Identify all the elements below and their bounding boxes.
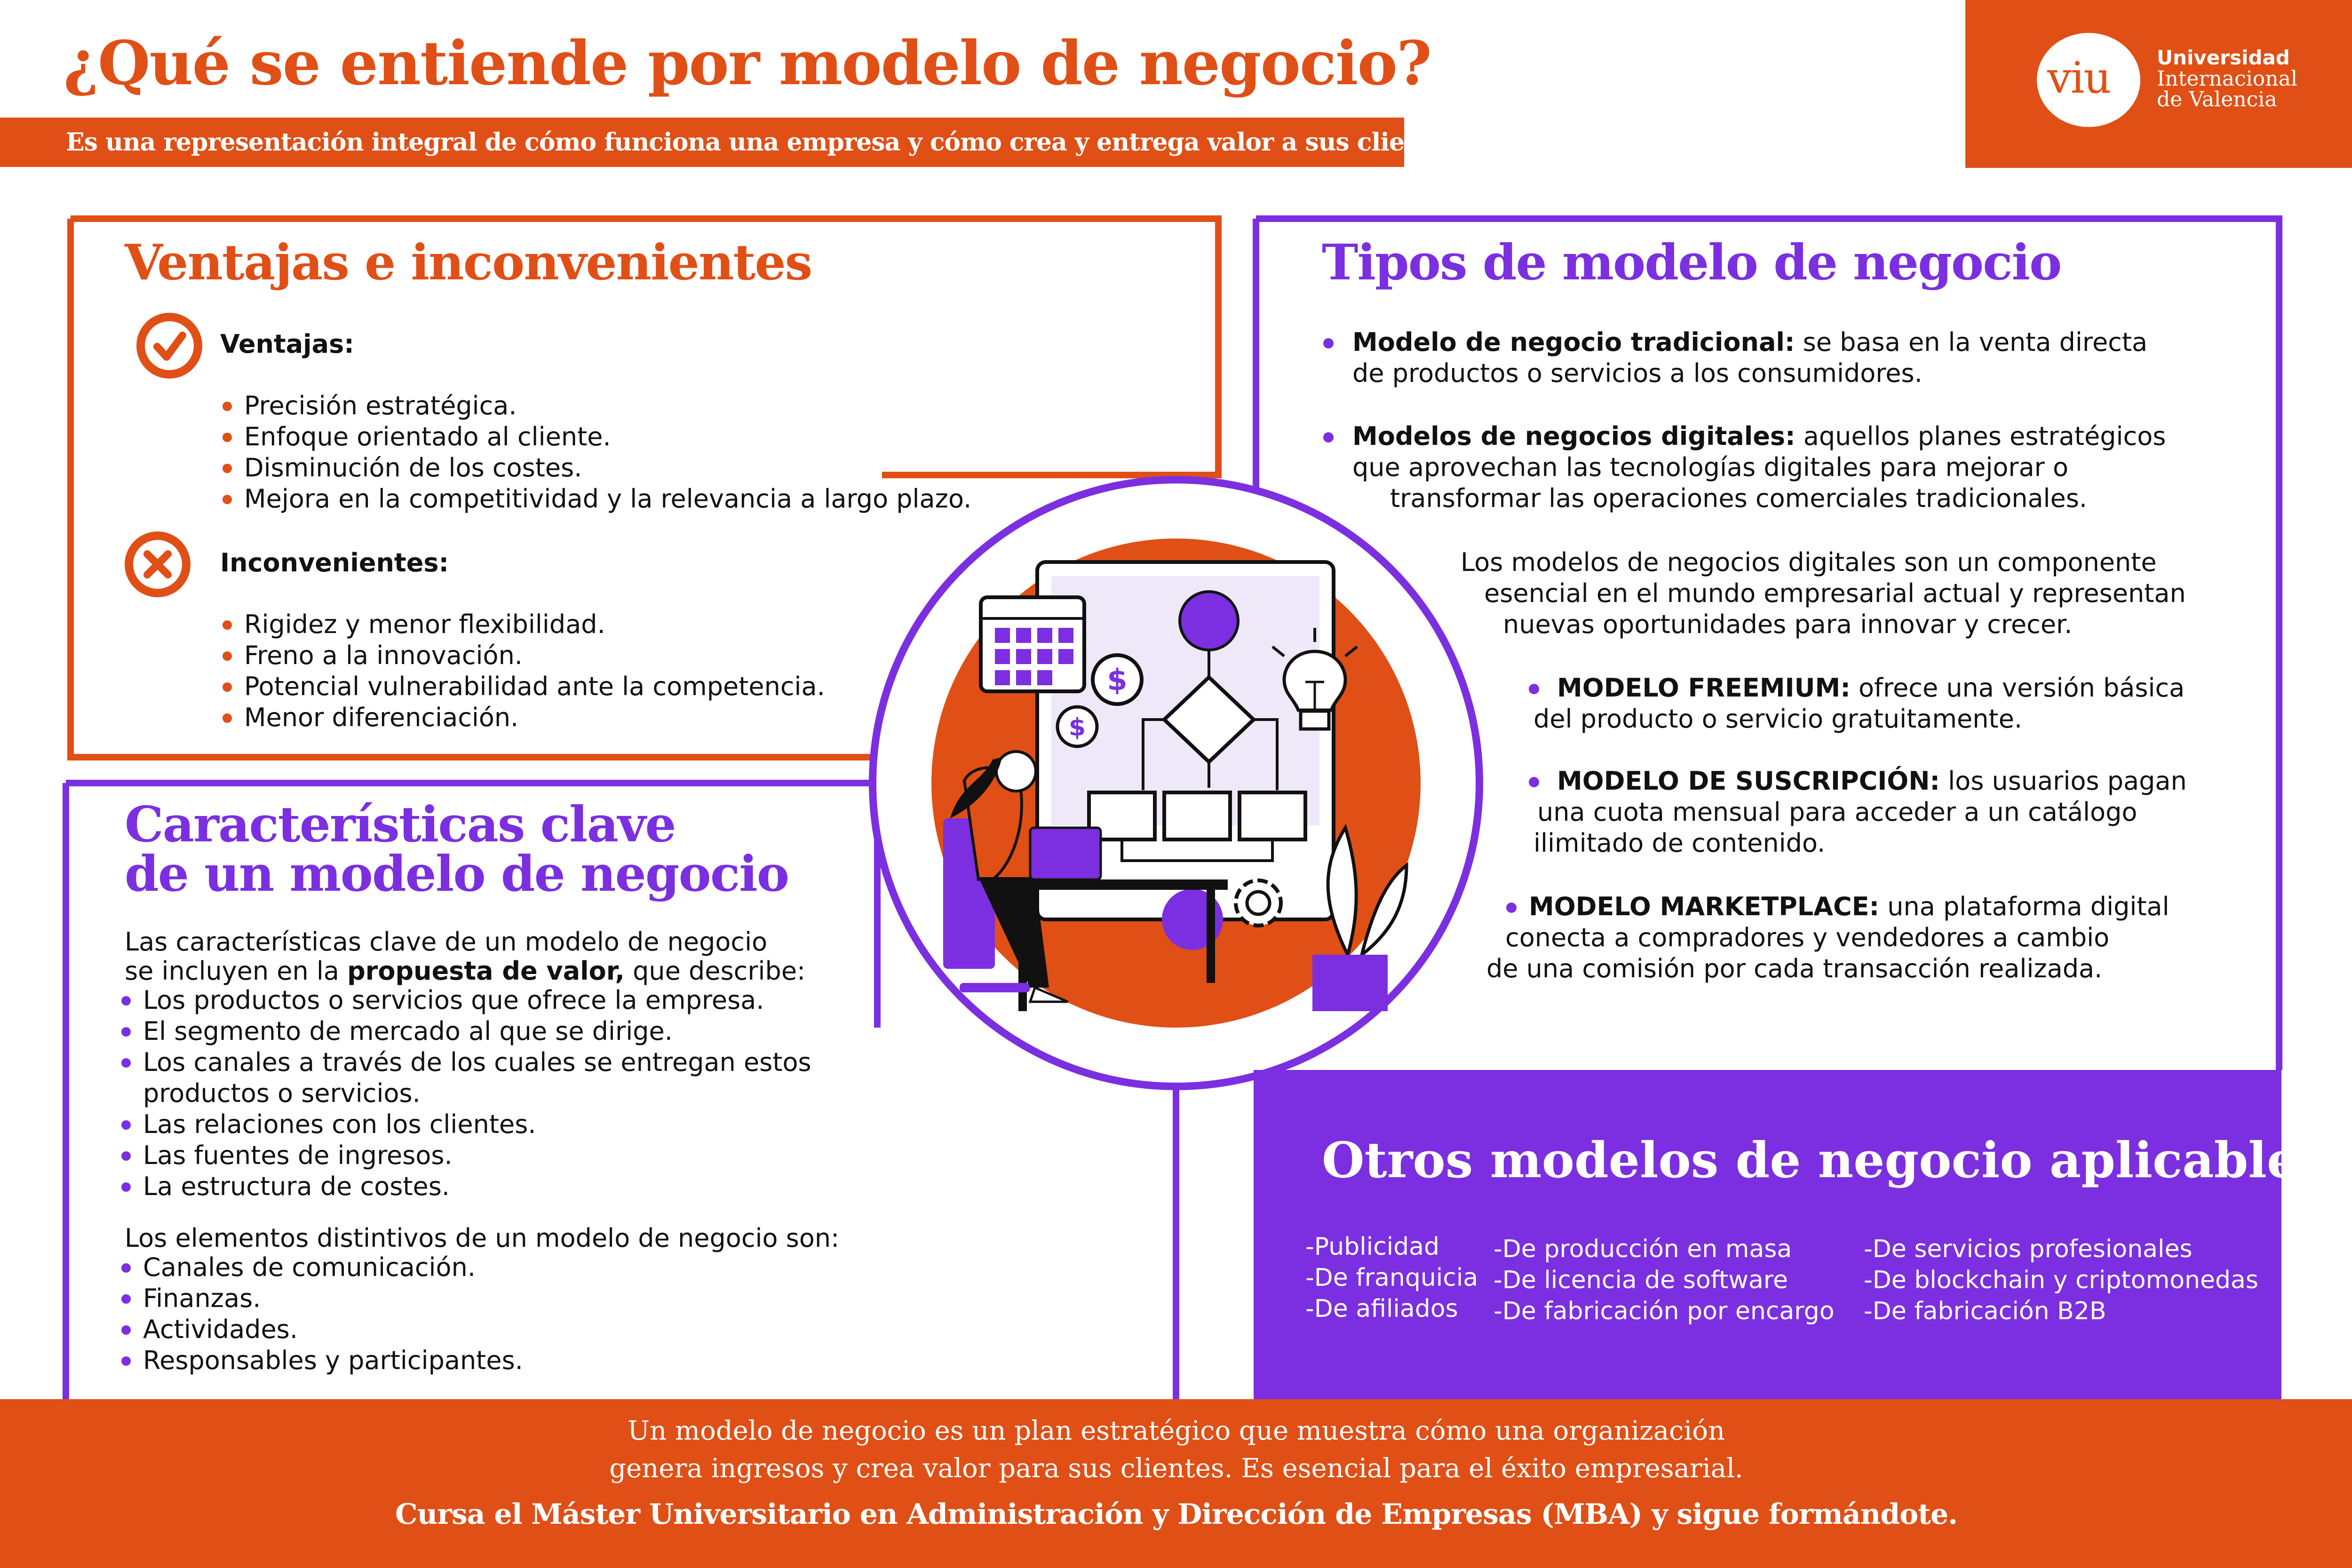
otros-column-3	[1864, 1234, 2258, 1327]
svg-text:$: $	[1107, 663, 1128, 697]
list-item-continuation: productos o servicios.	[143, 1078, 421, 1108]
footer-line-1: Un modelo de negocio es un plan estratégico que muestra cómo una organización	[627, 1416, 1725, 1446]
list-item: Precisión estratégica.	[219, 390, 971, 421]
tipo-digital: Modelos de negocios digitales: aquellos planes estratégicos que aprovechan las tecnologías digitales para mejorar o transformar las operaciones comerciales tradicionales.	[1352, 421, 2166, 514]
check-icon	[136, 313, 202, 379]
ventajas-title: Ventajas e inconvenientes	[125, 233, 812, 291]
svg-text:$: $	[1068, 713, 1086, 742]
list-item: Canales de comunicación.	[118, 1252, 523, 1283]
list-item: Menor diferenciación.	[219, 702, 825, 733]
list-item: Potencial vulnerabilidad ante la competencia.	[219, 671, 825, 702]
modelo-freemium: MODELO FREEMIUM: ofrece una versión básica del producto o servicio gratuitamente.	[1534, 673, 2185, 735]
bullet-dot	[1506, 903, 1517, 913]
logo-line-3: de Valencia	[2157, 87, 2277, 111]
bullet-dot	[1323, 338, 1334, 348]
modelo-suscripcion: MODELO DE SUSCRIPCIÓN: los usuarios pagan una cuota mensual para acceder a un catálogo ilimitado de contenido.	[1534, 766, 2187, 859]
dollar-coin-icon	[1093, 655, 1142, 704]
otros-column-2	[1494, 1234, 1835, 1327]
gear-icon	[1236, 880, 1281, 926]
list-item: El segmento de mercado al que se dirige.	[118, 1016, 811, 1047]
list-item: -De servicios profesionales	[1864, 1235, 2193, 1263]
cross-icon	[125, 531, 191, 597]
bullet-dot	[1529, 777, 1539, 787]
bullet-dot	[1529, 684, 1539, 694]
logo-mark: viu	[2047, 53, 2111, 103]
list-item: -Publicidad	[1305, 1233, 1439, 1261]
dollar-coin-small-icon	[1057, 707, 1097, 746]
list-item: Los productos o servicios que ofrece la empresa.	[118, 985, 811, 1016]
list-item: La estructura de costes.	[118, 1171, 811, 1202]
ventajas-list	[219, 390, 971, 515]
flow-box-3	[1240, 792, 1305, 839]
caracteristicas-intro-line-2: se incluyen en la propuesta de valor, que describe:	[125, 956, 806, 986]
footer-line-2: genera ingresos y crea valor para sus clientes. Es esencial para el éxito empresarial.	[609, 1453, 1743, 1484]
tipos-title: Tipos de modelo de negocio	[1322, 233, 2061, 291]
business-model-illustration	[908, 517, 1444, 1053]
digital-para-line-3: nuevas oportunidades para innovar y crecer.	[1503, 610, 2073, 639]
list-item: Enfoque orientado al cliente.	[219, 421, 971, 452]
caracteristicas-list	[118, 985, 811, 1202]
list-item: -De fabricación por encargo	[1494, 1297, 1835, 1325]
page-subtitle: Es una representación integral de cómo funciona una empresa y cómo crea y entrega valor a sus clientes.	[66, 128, 1469, 157]
footer-cta: Cursa el Máster Universitario en Administración y Dirección de Empresas (MBA) y sigue formándote.	[395, 1498, 1957, 1531]
page-title: ¿Qué se entiende por modelo de negocio?	[64, 28, 1431, 99]
otros-title: Otros modelos de negocio aplicables	[1322, 1131, 2326, 1189]
digital-para-line-1: Los modelos de negocios digitales son un componente	[1461, 547, 2157, 577]
ventajas-label: Ventajas:	[220, 329, 354, 359]
list-item: Mejora en la competitividad y la relevancia a largo plazo.	[219, 483, 971, 515]
list-item: Las fuentes de ingresos.	[118, 1140, 811, 1171]
logo-line-1: Universidad	[2157, 46, 2290, 69]
elementos-intro: Los elementos distintivos de un modelo de negocio son:	[125, 1223, 840, 1253]
otros-column-1	[1305, 1231, 1478, 1324]
digital-para-line-2: esencial en el mundo empresarial actual y representan	[1484, 578, 2186, 608]
flow-box-2	[1164, 792, 1230, 839]
inconvenientes-label: Inconvenientes:	[220, 548, 449, 578]
list-item: -De licencia de software	[1494, 1266, 1788, 1294]
flow-start-node	[1180, 592, 1238, 650]
caracteristicas-title-line-1: Características clave	[125, 795, 675, 853]
list-item: -De afiliados	[1305, 1295, 1458, 1323]
list-item: Finanzas.	[118, 1283, 523, 1314]
propuesta-de-valor-emphasis: propuesta de valor,	[347, 956, 625, 986]
inconvenientes-list	[219, 609, 825, 733]
list-item: Responsables y participantes.	[118, 1345, 523, 1376]
list-item: -De fabricación B2B	[1864, 1297, 2106, 1325]
bullet-dot	[1323, 432, 1334, 443]
list-item: -De producción en masa	[1494, 1235, 1792, 1263]
calendar-icon	[981, 597, 1084, 691]
list-item: Las relaciones con los clientes.	[118, 1109, 811, 1140]
caracteristicas-title-line-2: de un modelo de negocio	[125, 845, 789, 903]
list-item: -De franquicia	[1305, 1264, 1478, 1292]
list-item: Actividades.	[118, 1314, 523, 1345]
logo-line-2: Internacional	[2157, 67, 2297, 91]
list-item: Los canales a través de los cuales se entregan estos	[118, 1047, 811, 1078]
tipo-tradicional: Modelo de negocio tradicional: se basa en la venta directa de productos o servicios a los consumidores.	[1352, 327, 2147, 389]
caracteristicas-intro-line-1: Las características clave de un modelo de negocio	[125, 927, 768, 957]
elementos-list	[118, 1252, 523, 1376]
list-item: -De blockchain y criptomonedas	[1864, 1266, 2258, 1294]
list-item: Disminución de los costes.	[219, 452, 971, 483]
list-item: Rigidez y menor flexibilidad.	[219, 609, 825, 640]
modelo-marketplace: MODELO MARKETPLACE: una plataforma digital conecta a compradores y vendedores a cambio de una comisión por cada transacción realizada.	[1486, 892, 2169, 983]
list-item: Freno a la innovación.	[219, 640, 825, 671]
